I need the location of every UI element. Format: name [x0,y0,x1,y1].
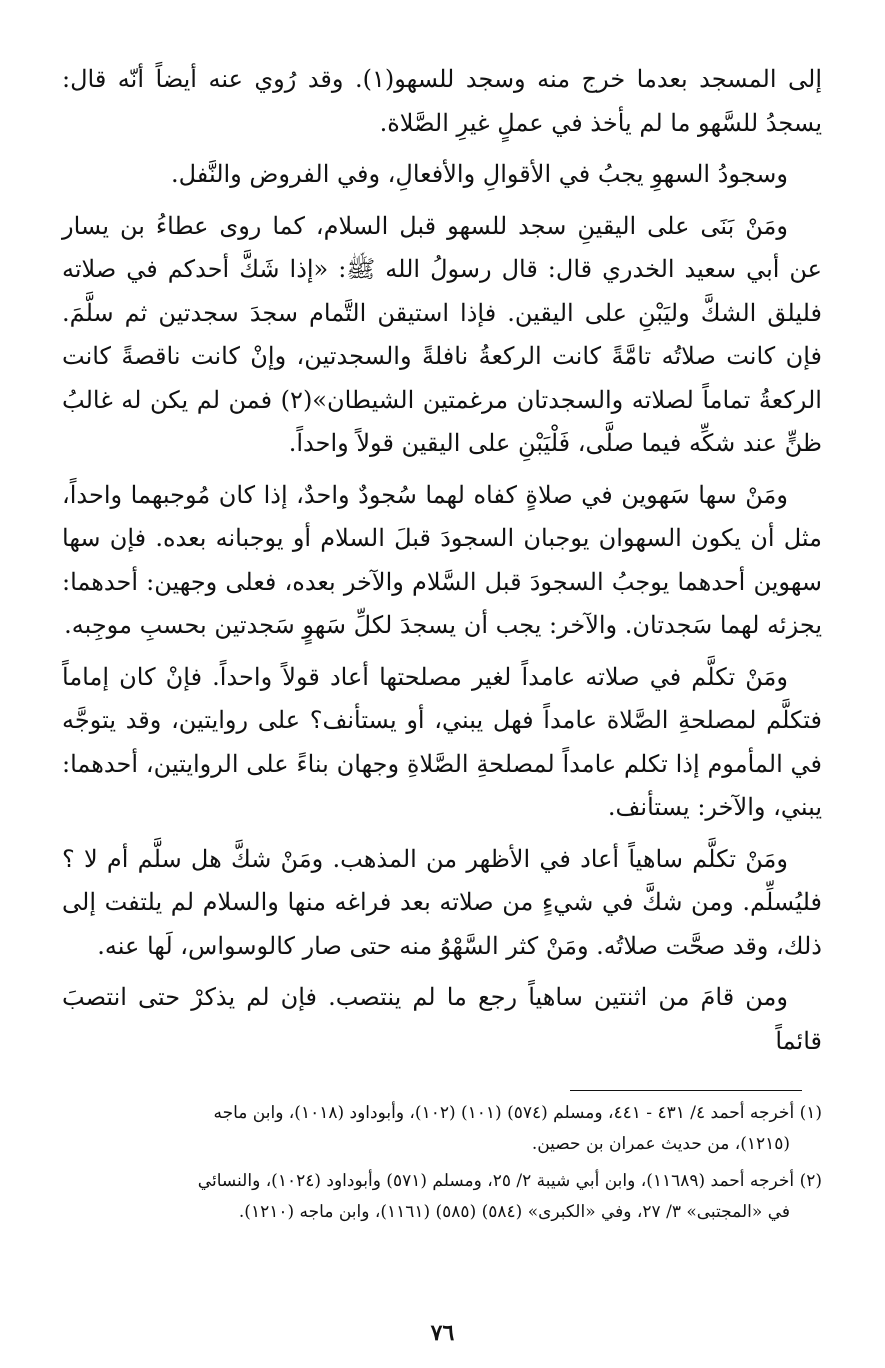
paragraph-4: ومَنْ سها سَهوين في صلاةٍ كفاه لهما سُجودٌ واحدٌ، إذا كان مُوجبهما واحداً، مثل أن يكون السهوان يوجبان السجودَ قبلَ السلام أو يوجبانه بعده. فإن سها سهوين أحدهما يوجبُ السجودَ قبل السَّلام والآخر بعده، فعلى وجهين: أحدهما: يجزئه لهما سَجدتان. والآخر: يجب أن يسجدَ لكلِّ سَهوٍ سَجدتين بحسبِ موجِبه. [62,480,822,639]
footnote-marker: (٢) [799,1171,822,1191]
paragraph-5: ومَنْ تكلَّم في صلاته عامداً لغير مصلحتها أعاد قولاً واحداً. فإنْ كان إماماً فتكلَّم لمصلحةِ الصَّلاة عامداً فهل يبني، أو يستأنف؟ على روايتين، وقد يتوجَّه في المأموم إذا تكلم عامداً لمصلحةِ الصَّلاةِ وجهان بناءً على الروايتين، أحدهما: يبني، والآخر: يستأنف. [62,662,822,821]
main-text [62,58,822,1071]
footnote-2 [62,1166,822,1228]
paragraph-7: ومن قامَ من اثنتين ساهياً رجع ما لم ينتصب. فإن لم يذكرْ حتى انتصبَ قائماً [62,983,822,1055]
footnotes [62,1098,822,1234]
paragraph-3: ومَنْ بَنَى على اليقينِ سجد للسهو قبل السلام، كما روى عطاءُ بن يسار عن أبي سعيد الخدري قال: قال رسولُ الله ﷺ: «إذا شَكَّ أحدكم في صلاته فليلق الشكَّ وليَبْنِ على اليقين. فإذا استيقن التَّمام سجدَ سجدتين ثم سلَّمَ. فإن كانت صلاتُه تامَّةً كانت الركعةُ نافلةً والسجدتين، وإنْ كانت ناقصةً كانت الركعةُ تماماً لصلاته والسجدتان مرغمتين الشيطان»(٢) فمن لم يكن له غالبُ ظنٍّ عند شكِّه فيما صلَّى، فَلْيَبْنِ على اليقين قولاً واحداً. [62,211,822,457]
footnote-marker: (١) [799,1103,822,1123]
paragraph-6: ومَنْ تكلَّم ساهياً أعاد في الأظهر من المذهب. ومَنْ شكَّ هل سلَّم أم لا ؟ فليُسلِّم. ومن شكَّ في شيءٍ من صلاته بعد فراغه منها والسلام لم يلتفت إلى ذلك، وقد صحَّت صلاتُه. ومَنْ كثر السَّهْوُ منه حتى صار كالوسواس، لَها عنه. [62,844,822,960]
paragraph-1: إلى المسجد بعدما خرج منه وسجد للسهو(١). وقد رُوي عنه أيضاً أنّه قال: يسجدُ للسَّهو ما لم يأخذ في عملٍ غيرِ الصَّلاة. [62,65,822,137]
footnote-text-continued: في «المجتبى» ٣/ ٢٧، وفي «الكبرى» (٥٨٤) (٥٨٥) (١١٦١)، وابن ماجه (١٢١٠). [238,1202,790,1222]
footnote-text: أخرجه أحمد ٤/ ٤٣١ - ٤٤١، ومسلم (٥٧٤) (١٠١) (١٠٢)، وأبوداود (١٠١٨)، وابن ماجه [213,1103,795,1123]
page-number: ٧٦ [430,1320,455,1346]
footnote-text-continued: (١٢١٥)، من حديث عمران بن حصين. [531,1134,790,1154]
footnote-1 [62,1098,822,1160]
footnote-separator [570,1090,802,1091]
paragraph-2: وسجودُ السهوِ يجبُ في الأقوالِ والأفعالِ، وفي الفروض والنَّفل. [171,160,788,188]
footnote-text: أخرجه أحمد (١١٦٨٩)، وابن أبي شيبة ٢/ ٢٥، ومسلم (٥٧١) وأبوداود (١٠٢٤)، والنسائي [197,1171,795,1191]
